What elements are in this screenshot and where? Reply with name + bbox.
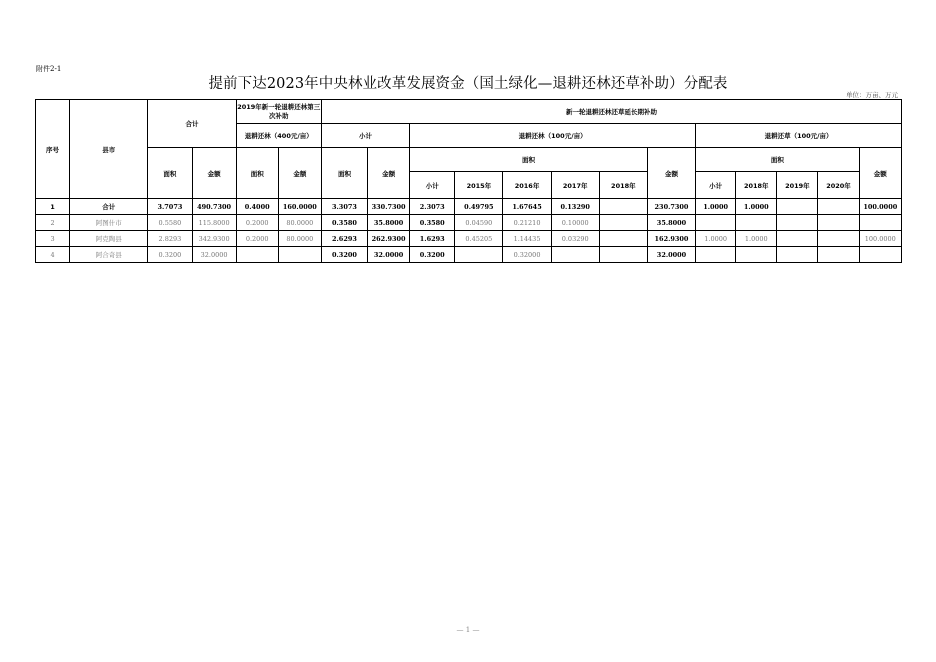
header-round3-area: 面积: [236, 148, 278, 199]
cell-serial: 2: [36, 215, 70, 231]
header-longterm: 新一轮退耕还林还草延长期补助: [321, 100, 901, 124]
header-grass-2020: 2020年: [818, 172, 859, 199]
cell-forest-xiaoji: 0.3200: [410, 247, 455, 263]
header-forest-amount: 金额: [647, 148, 695, 199]
cell-forest-2016: 1.67645: [503, 199, 551, 215]
header-subtotal-amount: 金额: [368, 148, 410, 199]
header-county: 县市: [70, 100, 148, 199]
cell-grass-xiaoji: [696, 215, 736, 231]
header-round3: 2019年新一轮退耕还林第三次补助: [236, 100, 321, 124]
cell-total-amount: 115.8000: [192, 215, 236, 231]
cell-forest-2017: 0.03290: [551, 231, 599, 247]
header-serial: 序号: [36, 100, 70, 199]
cell-round3-amount: 160.0000: [278, 199, 321, 215]
header-round3-sub: 退耕还林（400元/亩）: [236, 124, 321, 148]
cell-grass-amount: 100.0000: [859, 199, 901, 215]
table-row: [36, 231, 902, 247]
page-title: 提前下达2023年中央林业改革发展资金（国土绿化—退耕还林还草补助）分配表: [208, 76, 728, 92]
header-round3-amount: 金额: [278, 148, 321, 199]
header-forest-area: 面积: [410, 148, 648, 172]
unit-label: 单位：万亩、万元: [846, 91, 898, 99]
cell-grass-2018: [736, 215, 777, 231]
table-row: [36, 247, 902, 263]
cell-forest-amount: 162.9300: [647, 231, 695, 247]
page-number: — 1 —: [456, 626, 480, 634]
cell-round3-amount: 80.0000: [278, 231, 321, 247]
cell-grass-2019: [777, 231, 818, 247]
cell-forest-2018: [599, 199, 647, 215]
cell-forest-2015: 0.49795: [455, 199, 503, 215]
cell-subtotal-area: 2.6293: [321, 231, 367, 247]
cell-forest-2015: 0.04590: [455, 215, 503, 231]
header-forest: 退耕还林（100元/亩）: [410, 124, 696, 148]
cell-forest-2017: 0.10000: [551, 215, 599, 231]
cell-grass-xiaoji: 1.0000: [696, 199, 736, 215]
cell-total-amount: 32.0000: [192, 247, 236, 263]
header-subtotal: 小计: [321, 124, 409, 148]
cell-subtotal-area: 3.3073: [321, 199, 367, 215]
cell-subtotal-area: 0.3200: [321, 247, 367, 263]
cell-grass-2020: [818, 199, 859, 215]
cell-grass-2018: 1.0000: [736, 199, 777, 215]
cell-forest-2017: [551, 247, 599, 263]
cell-serial: 1: [36, 199, 70, 215]
cell-forest-2016: 0.32000: [503, 247, 551, 263]
cell-grass-2020: [818, 247, 859, 263]
cell-grass-2020: [818, 231, 859, 247]
cell-grass-xiaoji: 1.0000: [696, 231, 736, 247]
cell-forest-xiaoji: 2.3073: [410, 199, 455, 215]
header-grass-xiaoji: 小计: [696, 172, 736, 199]
cell-round3-area: 0.4000: [236, 199, 278, 215]
header-grass-amount: 金额: [859, 148, 901, 199]
cell-total-area: 0.3200: [148, 247, 192, 263]
cell-forest-2017: 0.13290: [551, 199, 599, 215]
cell-forest-2018: [599, 215, 647, 231]
cell-grass-2019: [777, 199, 818, 215]
header-total: 合计: [148, 100, 236, 148]
cell-total-amount: 342.9300: [192, 231, 236, 247]
cell-county: 合计: [70, 199, 148, 215]
cell-grass-2018: 1.0000: [736, 231, 777, 247]
cell-grass-amount: [859, 247, 901, 263]
header-forest-2015: 2015年: [455, 172, 503, 199]
cell-subtotal-amount: 35.8000: [368, 215, 410, 231]
cell-forest-xiaoji: 1.6293: [410, 231, 455, 247]
annex-label: 附件2-1: [36, 65, 62, 73]
cell-forest-amount: 230.7300: [647, 199, 695, 215]
table-row-total: [36, 199, 902, 215]
cell-subtotal-area: 0.3580: [321, 215, 367, 231]
cell-county: 阿图什市: [70, 215, 148, 231]
cell-subtotal-amount: 32.0000: [368, 247, 410, 263]
cell-serial: 4: [36, 247, 70, 263]
cell-round3-amount: [278, 247, 321, 263]
cell-forest-2015: [455, 247, 503, 263]
header-subtotal-area: 面积: [321, 148, 367, 199]
allocation-table: [35, 99, 902, 263]
cell-serial: 3: [36, 231, 70, 247]
header-forest-xiaoji: 小计: [410, 172, 455, 199]
header-forest-2018: 2018年: [599, 172, 647, 199]
cell-grass-2018: [736, 247, 777, 263]
cell-forest-amount: 35.8000: [647, 215, 695, 231]
header-grass-area: 面积: [696, 148, 860, 172]
cell-subtotal-amount: 330.7300: [368, 199, 410, 215]
cell-grass-amount: 100.0000: [859, 231, 901, 247]
cell-round3-area: 0.2000: [236, 215, 278, 231]
header-total-area: 面积: [148, 148, 192, 199]
header-total-amount: 金额: [192, 148, 236, 199]
cell-round3-area: 0.2000: [236, 231, 278, 247]
cell-grass-amount: [859, 215, 901, 231]
cell-subtotal-amount: 262.9300: [368, 231, 410, 247]
header-forest-2016: 2016年: [503, 172, 551, 199]
cell-forest-2016: 1.14435: [503, 231, 551, 247]
cell-total-area: 3.7073: [148, 199, 192, 215]
cell-county: 阿合奇县: [70, 247, 148, 263]
header-forest-2017: 2017年: [551, 172, 599, 199]
cell-forest-2018: [599, 247, 647, 263]
cell-total-amount: 490.7300: [192, 199, 236, 215]
cell-grass-2019: [777, 215, 818, 231]
cell-forest-2016: 0.21210: [503, 215, 551, 231]
header-grass-2019: 2019年: [777, 172, 818, 199]
table-row: [36, 215, 902, 231]
header-grass: 退耕还草（100元/亩）: [696, 124, 902, 148]
cell-round3-area: [236, 247, 278, 263]
cell-total-area: 0.5580: [148, 215, 192, 231]
cell-forest-amount: 32.0000: [647, 247, 695, 263]
cell-grass-xiaoji: [696, 247, 736, 263]
header-grass-2018: 2018年: [736, 172, 777, 199]
cell-grass-2019: [777, 247, 818, 263]
cell-forest-xiaoji: 0.3580: [410, 215, 455, 231]
cell-round3-amount: 80.0000: [278, 215, 321, 231]
cell-forest-2018: [599, 231, 647, 247]
cell-county: 阿克陶县: [70, 231, 148, 247]
cell-forest-2015: 0.45205: [455, 231, 503, 247]
cell-total-area: 2.8293: [148, 231, 192, 247]
cell-grass-2020: [818, 215, 859, 231]
